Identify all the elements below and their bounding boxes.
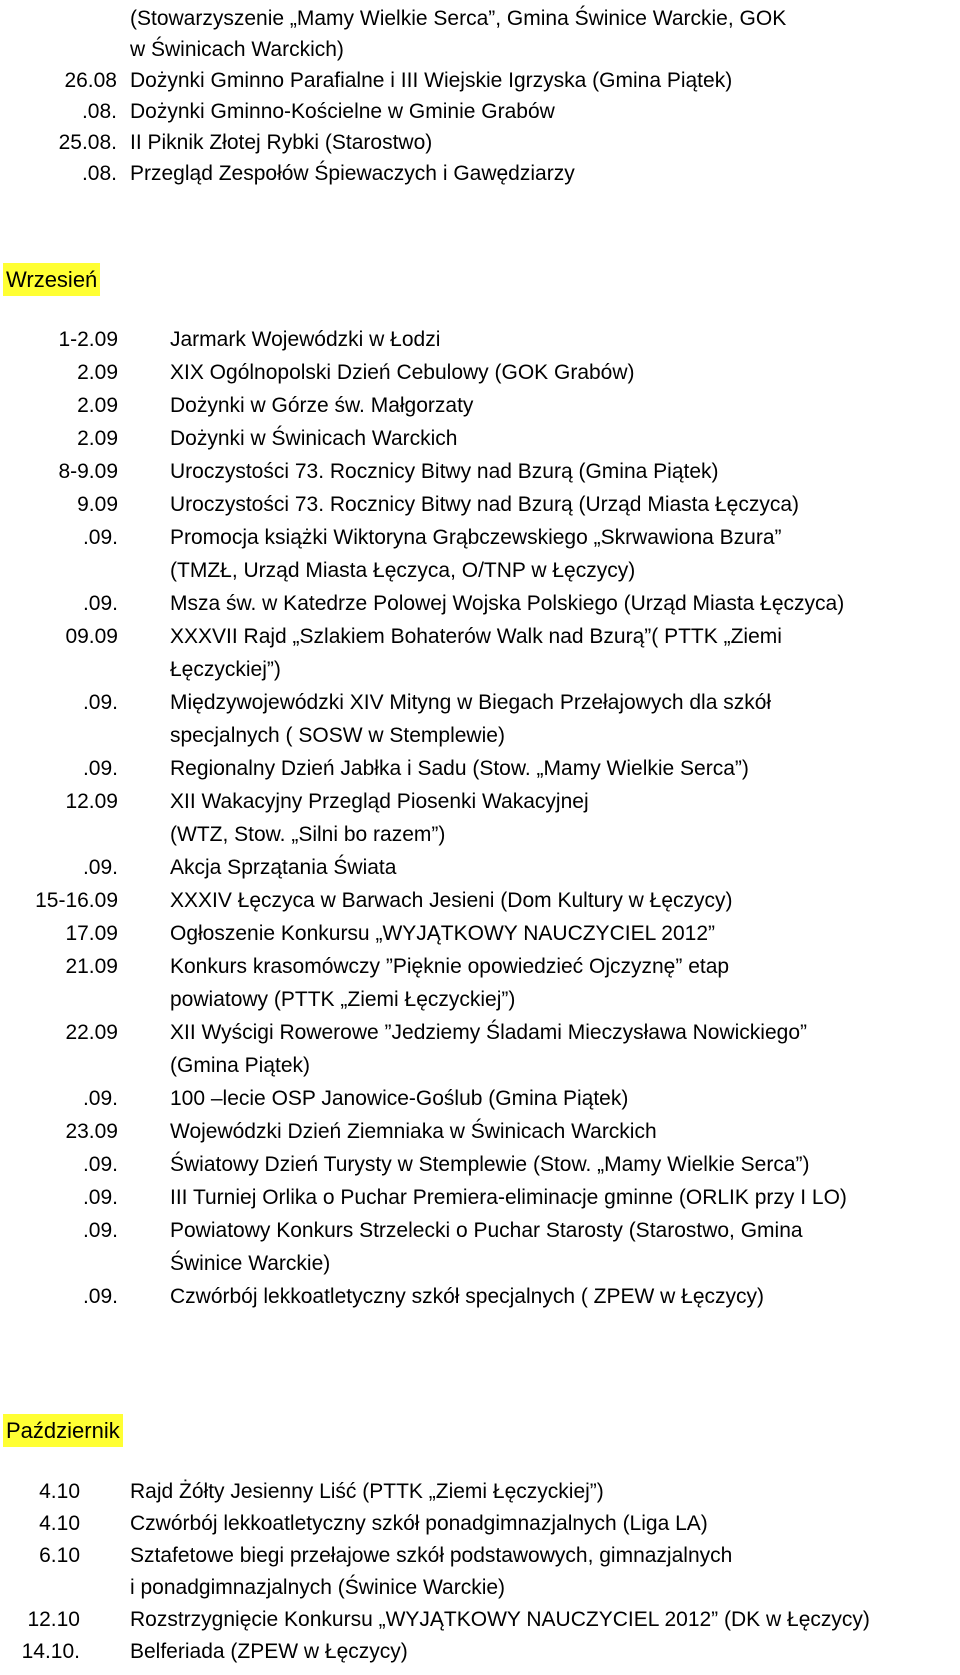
event-text: Powiatowy Konkurs Strzelecki o Puchar Starosty (Starostwo, Gmina (170, 1219, 803, 1242)
event-date: 17.09 (65, 922, 118, 945)
event-text: Promocja książki Wiktoryna Grąbczewskiego „Skrwawiona Bzura” (170, 526, 782, 549)
event-text: Konkurs krasomówczy ”Pięknie opowiedzieć Ojczyznę” etap (170, 955, 730, 978)
event-line (0, 884, 960, 917)
event-date: 2.09 (77, 361, 118, 384)
event-text: Czwórbój lekkoatletyczny szkół ponadgimnazjalnych (Liga LA) (130, 1512, 708, 1535)
event-text: specjalnych ( SOSW w Stemplewie) (170, 724, 505, 747)
event-line (0, 1016, 960, 1049)
event-line (0, 1507, 960, 1540)
event-line (0, 950, 960, 983)
event-line (0, 356, 960, 389)
event-text: Dożynki Gminno Parafialne i III Wiejskie Igrzyska (Gmina Piątek) (130, 69, 733, 92)
event-text: Uroczystości 73. Rocznicy Bitwy nad Bzurą (Gmina Piątek) (170, 460, 719, 483)
event-line (0, 488, 960, 521)
event-date: .09. (82, 526, 118, 549)
event-date: .09. (82, 1186, 118, 1209)
event-line (0, 126, 960, 159)
event-line (0, 851, 960, 884)
event-line (0, 620, 960, 653)
event-text: (Stowarzyszenie „Mamy Wielkie Serca”, Gmina Świnice Warckie, GOK (130, 7, 787, 30)
event-line (0, 1115, 960, 1148)
event-line (0, 1214, 960, 1247)
event-date: .09. (82, 856, 118, 879)
event-text: II Piknik Złotej Rybki (Starostwo) (130, 131, 433, 154)
event-line (0, 1539, 960, 1572)
event-line (0, 1571, 960, 1604)
event-text: Jarmark Wojewódzki w Łodzi (170, 328, 441, 351)
event-text: Belferiada (ZPEW w Łęczycy) (130, 1640, 408, 1663)
event-text: Sztafetowe biegi przełajowe szkół podstawowych, gimnazjalnych (130, 1544, 733, 1567)
event-date: .09. (82, 1153, 118, 1176)
event-date: 26.08 (64, 69, 117, 92)
event-text: (WTZ, Stow. „Silni bo razem”) (170, 823, 446, 846)
event-date: 1-2.09 (58, 328, 118, 351)
event-text: powiatowy (PTTK „Ziemi Łęczyckiej”) (170, 988, 516, 1011)
event-line (0, 554, 960, 587)
event-line (0, 1049, 960, 1082)
month-heading-october: Październik (3, 1414, 123, 1447)
event-line (0, 1148, 960, 1181)
month-heading-september: Wrzesień (3, 263, 100, 296)
event-line (0, 1280, 960, 1313)
event-line (0, 521, 960, 554)
event-line (0, 1603, 960, 1636)
event-text: i ponadgimnazjalnych (Świnice Warckie) (130, 1576, 506, 1599)
event-text: Czwórbój lekkoatletyczny szkół specjalnych ( ZPEW w Łęczycy) (170, 1285, 765, 1308)
event-text: (Gmina Piątek) (170, 1054, 311, 1077)
event-date: 12.09 (65, 790, 118, 813)
event-text: Łęczyckiej”) (170, 658, 281, 681)
event-date: 4.10 (39, 1480, 80, 1503)
event-date: 15-16.09 (35, 889, 118, 912)
event-line (0, 157, 960, 190)
event-text: Akcja Sprzątania Świata (170, 856, 397, 879)
event-text: Ogłoszenie Konkursu „WYJĄTKOWY NAUCZYCIEL 2012” (170, 922, 716, 945)
event-date: 6.10 (39, 1544, 80, 1567)
event-line (0, 1247, 960, 1280)
event-text: Wojewódzki Dzień Ziemniaka w Świnicach Warckich (170, 1120, 657, 1143)
event-date: 2.09 (77, 394, 118, 417)
event-date: 22.09 (65, 1021, 118, 1044)
event-date: 25.08. (58, 131, 117, 154)
event-line (0, 587, 960, 620)
event-text: Przegląd Zespołów Śpiewaczych i Gawędziarzy (130, 162, 575, 185)
event-text: Dożynki w Górze św. Małgorzaty (170, 394, 474, 417)
event-line (0, 1635, 960, 1668)
event-line (0, 2, 960, 35)
event-line (0, 719, 960, 752)
event-date: .09. (82, 1219, 118, 1242)
event-date: .09. (82, 1285, 118, 1308)
event-date: 4.10 (39, 1512, 80, 1535)
event-date: .08. (81, 100, 117, 123)
event-text: Dożynki w Świnicach Warckich (170, 427, 458, 450)
event-line (0, 917, 960, 950)
event-line (0, 389, 960, 422)
event-text: XXXIV Łęczyca w Barwach Jesieni (Dom Kultury w Łęczycy) (170, 889, 733, 912)
event-line (0, 653, 960, 686)
event-text: Regionalny Dzień Jabłka i Sadu (Stow. „Mamy Wielkie Serca”) (170, 757, 749, 780)
event-line (0, 95, 960, 128)
event-date: .09. (82, 757, 118, 780)
event-date: 12.10 (27, 1608, 80, 1631)
event-line (0, 422, 960, 455)
event-text: XIX Ogólnopolski Dzień Cebulowy (GOK Grabów) (170, 361, 635, 384)
event-date: .09. (82, 592, 118, 615)
event-line (0, 686, 960, 719)
event-text: Międzywojewódzki XIV Mityng w Biegach Przełajowych dla szkół (170, 691, 772, 714)
event-text: Świnice Warckie) (170, 1252, 331, 1275)
event-date: .08. (81, 162, 117, 185)
event-text: Rajd Żółty Jesienny Liść (PTTK „Ziemi Łęczyckiej”) (130, 1480, 604, 1503)
event-date: 8-9.09 (58, 460, 118, 483)
event-line (0, 752, 960, 785)
event-line (0, 33, 960, 66)
event-text: XII Wakacyjny Przegląd Piosenki Wakacyjnej (170, 790, 589, 813)
event-text: Światowy Dzień Turysty w Stemplewie (Stow. „Mamy Wielkie Serca”) (170, 1153, 810, 1176)
event-text: 100 –lecie OSP Janowice-Goślub (Gmina Piątek) (170, 1087, 629, 1110)
event-line (0, 785, 960, 818)
event-date: 9.09 (77, 493, 118, 516)
event-line (0, 1082, 960, 1115)
event-line (0, 455, 960, 488)
event-date: 09.09 (65, 625, 118, 648)
event-text: w Świnicach Warckich) (130, 38, 344, 61)
event-date: 23.09 (65, 1120, 118, 1143)
event-date: 21.09 (65, 955, 118, 978)
event-text: Rozstrzygnięcie Konkursu „WYJĄTKOWY NAUCZYCIEL 2012” (DK w Łęczycy) (130, 1608, 870, 1631)
event-text: III Turniej Orlika o Puchar Premiera-eliminacje gminne (ORLIK przy I LO) (170, 1186, 847, 1209)
event-date: .09. (82, 1087, 118, 1110)
event-text: Uroczystości 73. Rocznicy Bitwy nad Bzurą (Urząd Miasta Łęczyca) (170, 493, 800, 516)
event-text: Dożynki Gminno-Kościelne w Gminie Grabów (130, 100, 555, 123)
event-date: .09. (82, 691, 118, 714)
event-text: (TMZŁ, Urząd Miasta Łęczyca, O/TNP w Łęczycy) (170, 559, 636, 582)
event-line (0, 983, 960, 1016)
event-line (0, 323, 960, 356)
event-line (0, 818, 960, 851)
event-line (0, 1181, 960, 1214)
event-date: 2.09 (77, 427, 118, 450)
event-text: XII Wyścigi Rowerowe ”Jedziemy Śladami Mieczysława Nowickiego” (170, 1021, 807, 1044)
event-text: Msza św. w Katedrze Polowej Wojska Polskiego (Urząd Miasta Łęczyca) (170, 592, 845, 615)
event-line (0, 1475, 960, 1508)
event-line (0, 64, 960, 97)
event-date: 14.10. (21, 1640, 80, 1663)
event-text: XXXVII Rajd „Szlakiem Bohaterów Walk nad Bzurą”( PTTK „Ziemi (170, 625, 782, 648)
